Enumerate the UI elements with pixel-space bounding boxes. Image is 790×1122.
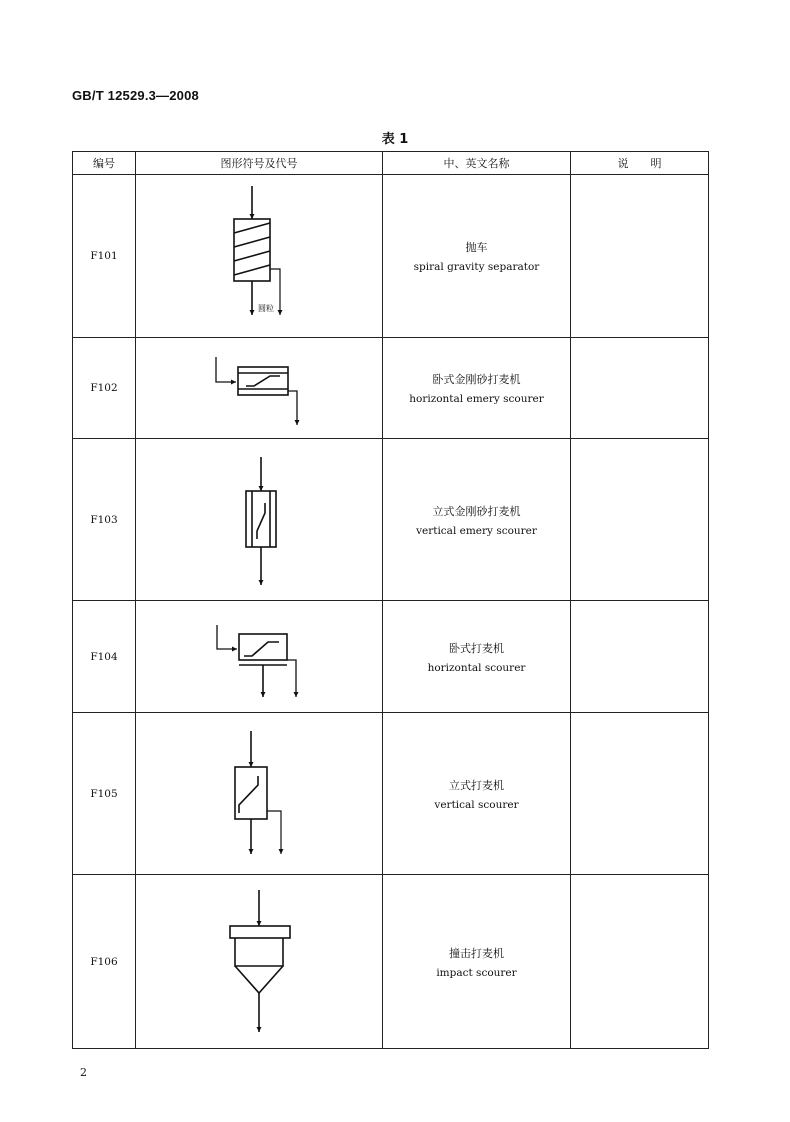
row-names: [383, 601, 571, 713]
spiral-separator-icon: [136, 181, 383, 331]
row-code: F103: [73, 439, 136, 601]
vertical-scourer-icon: [136, 719, 383, 869]
col-header-code: 编号: [73, 152, 136, 175]
name-zh: 立式打麦机: [449, 778, 504, 792]
row-symbol: [136, 338, 383, 439]
horizontal-emery-scourer-icon: [136, 343, 383, 433]
row-names: [383, 338, 571, 439]
symbol-label: 圆粒: [258, 304, 274, 313]
name-en: horizontal scourer: [427, 661, 526, 674]
row-note: [571, 338, 709, 439]
name-en: spiral gravity separator: [413, 261, 540, 273]
name-zh: 卧式打麦机: [449, 641, 504, 655]
name-zh: 撞击打麦机: [449, 946, 504, 960]
page-number: 2: [80, 1066, 87, 1079]
row-code: F101: [73, 175, 136, 338]
row-names: [383, 439, 571, 601]
name-zh: 立式金刚砂打麦机: [432, 504, 521, 518]
name-zh: 抛车: [465, 241, 488, 254]
name-en: horizontal emery scourer: [409, 393, 544, 405]
table-row: [73, 713, 709, 875]
row-note: [571, 439, 709, 601]
name-zh: 卧式金刚砂打麦机: [432, 373, 521, 386]
row-symbol: [136, 601, 383, 713]
table-caption: 表 1: [381, 132, 409, 147]
standard-code: GB/T 12529.3—2008: [72, 88, 199, 103]
vertical-emery-scourer-icon: [136, 445, 383, 595]
row-note: [571, 713, 709, 875]
table-row: [73, 439, 709, 601]
row-note: [571, 175, 709, 338]
table-header-row: [73, 152, 709, 175]
name-en: vertical scourer: [434, 798, 519, 811]
name-en: vertical emery scourer: [416, 524, 537, 537]
horizontal-scourer-icon: [136, 607, 383, 707]
symbol-table: [72, 151, 709, 1049]
table-row: [73, 338, 709, 439]
row-code: F104: [73, 601, 136, 713]
name-en: impact scourer: [436, 966, 517, 979]
row-code: F105: [73, 713, 136, 875]
table-row: [73, 875, 709, 1049]
row-names: [383, 713, 571, 875]
row-symbol: [136, 439, 383, 601]
table-row: [73, 175, 709, 338]
impact-scourer-icon: [136, 882, 383, 1042]
col-header-symbol: 图形符号及代号: [136, 152, 383, 175]
table-row: [73, 601, 709, 713]
col-header-names: 中、英文名称: [383, 152, 571, 175]
row-symbol: [136, 175, 383, 338]
col-header-notes: 说 明: [571, 152, 709, 175]
row-names: [383, 875, 571, 1049]
row-symbol: [136, 875, 383, 1049]
row-code: F102: [73, 338, 136, 439]
row-code: F106: [73, 875, 136, 1049]
row-note: [571, 601, 709, 713]
row-symbol: [136, 713, 383, 875]
row-note: [571, 875, 709, 1049]
row-names: [383, 175, 571, 338]
